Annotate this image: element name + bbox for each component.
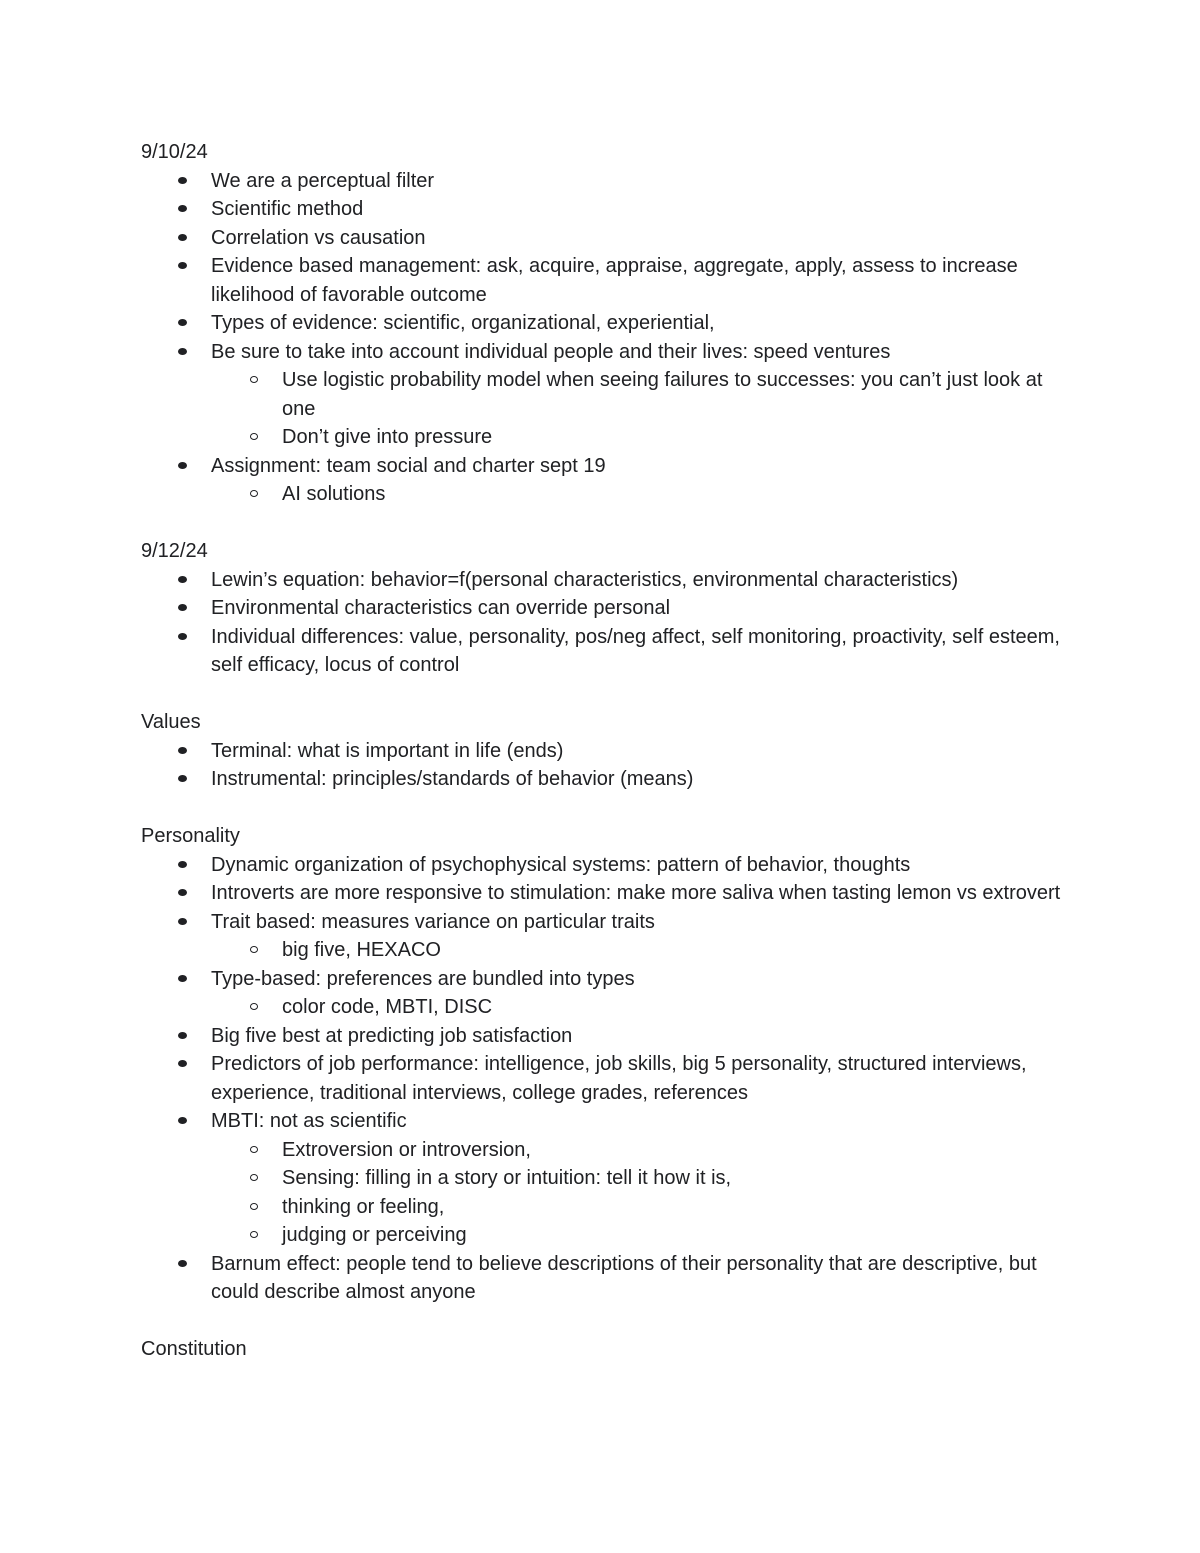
blank-line [141, 509, 1061, 538]
section-heading: 9/12/24 [141, 540, 208, 562]
filled-bullet-icon [178, 861, 187, 868]
sub-list-item [282, 366, 1061, 423]
section-values [141, 708, 1061, 794]
list-item-text: Individual differences: value, personality, pos/neg affect, self monitoring, proactivity, self esteem, self efficacy, locus of control [211, 625, 1060, 676]
filled-bullet-icon [178, 747, 187, 754]
list-item [211, 452, 1061, 509]
filled-bullet-icon [178, 234, 187, 241]
sub-list-item-text: AI solutions [282, 483, 386, 505]
section-9-10-24 [141, 138, 1061, 509]
list-item [211, 765, 1061, 794]
list-item [211, 965, 1061, 1022]
filled-bullet-icon [178, 918, 187, 925]
sub-list-item-text: thinking or feeling, [282, 1195, 445, 1218]
sub-list-item-text: judging or perceiving [282, 1224, 467, 1246]
hollow-bullet-icon [250, 376, 258, 383]
list-item [211, 224, 1061, 253]
sub-bullet-list [211, 366, 1061, 452]
sub-list-item [282, 480, 1061, 509]
list-item [211, 594, 1061, 623]
hollow-bullet-icon [250, 1174, 258, 1181]
bullet-list [141, 851, 1061, 1307]
list-item [211, 566, 1061, 595]
list-item [211, 908, 1061, 965]
list-item-text: Dynamic organization of psychophysical systems: pattern of behavior, thoughts [211, 853, 911, 876]
filled-bullet-icon [178, 1032, 187, 1039]
list-item-text: Evidence based management: ask, acquire, appraise, aggregate, apply, assess to increase likelihood of favorable outcome [211, 255, 1018, 306]
list-item-text: Lewin’s equation: behavior=f(personal characteristics, environmental characteristics) [211, 568, 959, 591]
filled-bullet-icon [178, 1060, 187, 1067]
section-heading: Values [141, 711, 201, 733]
section-heading: Personality [141, 825, 240, 847]
filled-bullet-icon [178, 633, 187, 640]
sub-list-item-text: Use logistic probability model when seeing failures to successes: you can’t just look at one [282, 369, 1043, 420]
hollow-bullet-icon [250, 490, 258, 497]
list-item-text: Predictors of job performance: intelligence, job skills, big 5 personality, structured interviews, experience, traditional interviews, college grades, references [211, 1053, 1027, 1104]
bullet-list [141, 737, 1061, 794]
sub-bullet-list [211, 936, 1061, 965]
list-item [211, 1250, 1061, 1307]
sub-list-item-text: Don’t give into pressure [282, 426, 493, 448]
bullet-list [141, 167, 1061, 509]
blank-line [141, 1307, 1061, 1336]
section-9-12-24 [141, 537, 1061, 680]
document-page [141, 138, 1061, 1364]
hollow-bullet-icon [250, 1003, 258, 1010]
list-item [211, 879, 1061, 908]
blank-line [141, 680, 1061, 709]
list-item [211, 252, 1061, 309]
list-item-text: Barnum effect: people tend to believe descriptions of their personality that are descriptive, but could describe almost anyone [211, 1252, 1037, 1303]
filled-bullet-icon [178, 319, 187, 326]
sub-list-item [282, 1164, 1061, 1193]
filled-bullet-icon [178, 576, 187, 583]
sub-bullet-list [211, 1136, 1061, 1250]
sub-bullet-list [211, 480, 1061, 509]
list-item-text: We are a perceptual filter [211, 169, 435, 192]
list-item [211, 1050, 1061, 1107]
list-item-text: Scientific method [211, 198, 364, 220]
list-item-text: Assignment: team social and charter sept 19 [211, 454, 606, 477]
sub-list-item [282, 1136, 1061, 1165]
section-personality [141, 822, 1061, 1307]
filled-bullet-icon [178, 1260, 187, 1267]
section-constitution [141, 1335, 1061, 1364]
list-item-text: Types of evidence: scientific, organizational, experiential, [211, 312, 715, 334]
list-item-text: Instrumental: principles/standards of behavior (means) [211, 768, 694, 790]
sub-list-item-text: color code, MBTI, DISC [282, 996, 493, 1018]
list-item [211, 309, 1061, 338]
list-item [211, 1022, 1061, 1051]
filled-bullet-icon [178, 348, 187, 355]
filled-bullet-icon [178, 262, 187, 269]
sub-list-item [282, 1221, 1061, 1250]
list-item-text: Correlation vs causation [211, 226, 426, 249]
list-item [211, 851, 1061, 880]
bullet-list [141, 566, 1061, 680]
filled-bullet-icon [178, 604, 187, 611]
list-item-text: Terminal: what is important in life (ends) [211, 739, 564, 762]
hollow-bullet-icon [250, 1146, 258, 1153]
hollow-bullet-icon [250, 1203, 258, 1210]
list-item [211, 737, 1061, 766]
sub-list-item [282, 936, 1061, 965]
list-item [211, 195, 1061, 224]
sub-list-item-text: big five, HEXACO [282, 939, 441, 961]
filled-bullet-icon [178, 889, 187, 896]
hollow-bullet-icon [250, 1231, 258, 1238]
list-item-text: Trait based: measures variance on particular traits [211, 910, 655, 933]
hollow-bullet-icon [250, 946, 258, 953]
filled-bullet-icon [178, 177, 187, 184]
filled-bullet-icon [178, 975, 187, 982]
list-item-text: MBTI: not as scientific [211, 1110, 407, 1132]
filled-bullet-icon [178, 462, 187, 469]
sub-list-item-text: Extroversion or introversion, [282, 1138, 531, 1161]
list-item-text: Be sure to take into account individual people and their lives: speed ventures [211, 340, 891, 363]
sub-list-item [282, 423, 1061, 452]
filled-bullet-icon [178, 205, 187, 212]
hollow-bullet-icon [250, 433, 258, 440]
blank-line [141, 794, 1061, 823]
sub-list-item [282, 993, 1061, 1022]
sub-list-item [282, 1193, 1061, 1222]
sub-list-item-text: Sensing: filling in a story or intuition: tell it how it is, [282, 1167, 732, 1189]
filled-bullet-icon [178, 775, 187, 782]
list-item [211, 338, 1061, 452]
list-item [211, 623, 1061, 680]
list-item-text: Introverts are more responsive to stimulation: make more saliva when tasting lemon vs extrovert [211, 882, 1061, 904]
list-item [211, 1107, 1061, 1250]
list-item-text: Environmental characteristics can override personal [211, 597, 671, 619]
list-item [211, 167, 1061, 196]
section-heading: 9/10/24 [141, 141, 208, 163]
filled-bullet-icon [178, 1117, 187, 1124]
list-item-text: Big five best at predicting job satisfaction [211, 1024, 573, 1047]
section-heading: Constitution [141, 1338, 247, 1360]
sub-bullet-list [211, 993, 1061, 1022]
list-item-text: Type-based: preferences are bundled into types [211, 967, 635, 990]
